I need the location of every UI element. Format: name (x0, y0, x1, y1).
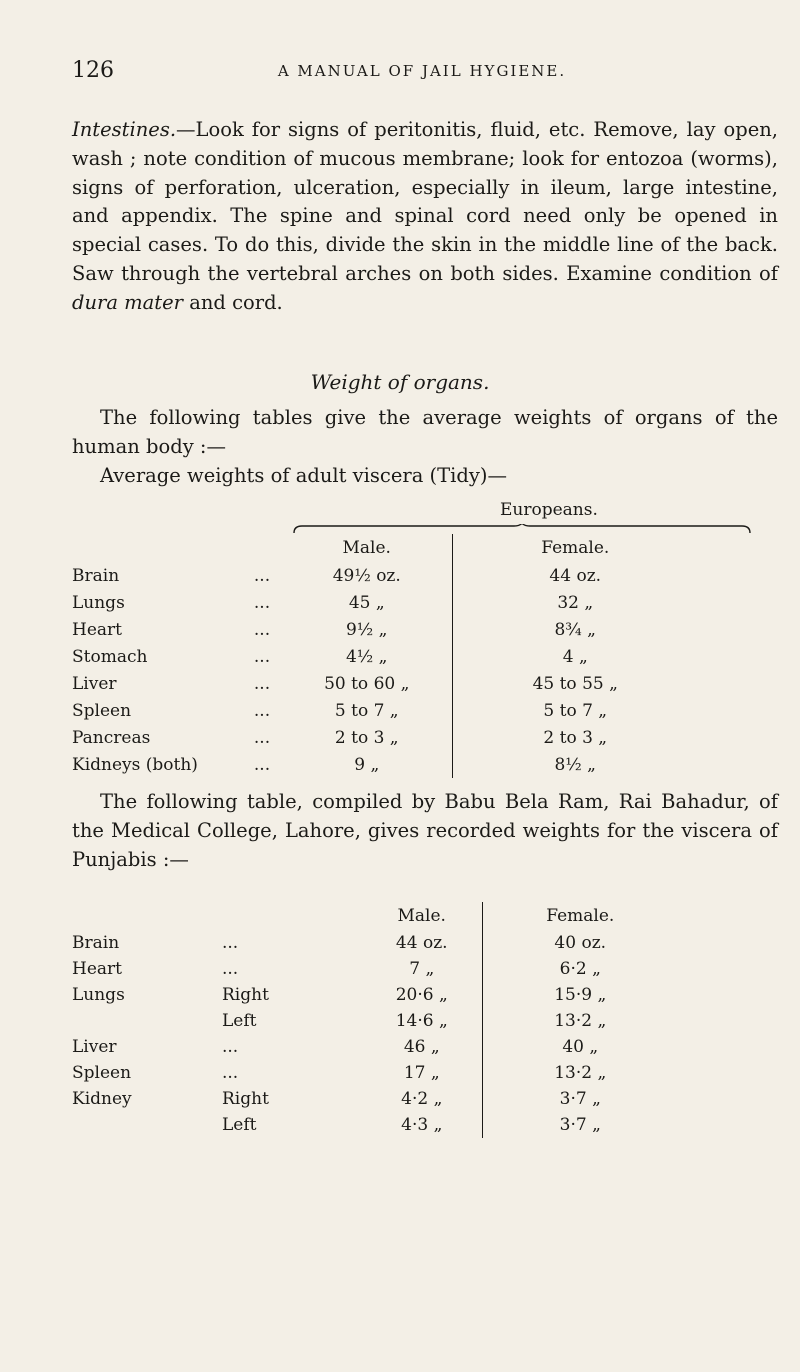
organ-name: Liver (72, 673, 117, 694)
side-label: ... (222, 933, 239, 953)
europeans-table (72, 534, 778, 778)
leader-dots: ... (253, 727, 271, 748)
male-weight: 17 „ (403, 1063, 440, 1083)
organ-name: Kidneys (both) (72, 754, 198, 775)
table1-row (72, 670, 778, 697)
intro-paragraph: The following tables give the average weights of organs of the human body :— (72, 406, 778, 458)
organ-name: Brain (72, 933, 120, 953)
female-weight: 3·7 „ (482, 1086, 778, 1112)
table1-row (72, 589, 778, 616)
punjabis-table (72, 902, 778, 1138)
organ-name (72, 1112, 212, 1138)
female-weight: 8½ „ (452, 751, 778, 778)
male-weight: 4·3 „ (401, 1115, 443, 1135)
female-weight: 3·7 „ (482, 1112, 778, 1138)
male-weight: 46 „ (403, 1037, 440, 1057)
dura-mater-term: dura mater (72, 290, 184, 314)
male-weight: 49½ oz. (332, 565, 401, 586)
side-label: ... (222, 1037, 239, 1057)
organ-name (72, 1008, 212, 1034)
table2-row (72, 982, 778, 1008)
male-weight: 9 „ (354, 754, 380, 775)
organ-name: Pancreas (72, 727, 151, 748)
male-weight: 45 „ (348, 592, 385, 613)
section-heading: Weight of organs. (310, 370, 490, 394)
organ-name: Stomach (72, 646, 148, 667)
europeans-brace (292, 524, 752, 534)
table2-female-header: Female. (482, 902, 778, 930)
table2-header-row (72, 902, 778, 930)
table1-row (72, 697, 778, 724)
organ-name: Brain (72, 565, 120, 586)
table1-row (72, 724, 778, 751)
page-number: 126 (72, 58, 114, 83)
female-weight: 6·2 „ (482, 956, 778, 982)
organ-name: Lungs (72, 985, 125, 1005)
female-weight: 40 oz. (482, 930, 778, 956)
punjabi-intro: The following table, compiled by Babu Bela Ram, Rai Bahadur, of the Medical College, Lahore, gives recorded weights for the viscera of Punjabis :— (72, 790, 778, 871)
organ-name: Heart (72, 619, 122, 640)
side-label: Right (222, 985, 269, 1005)
table1-row (72, 643, 778, 670)
table1-female-header: Female. (452, 534, 778, 562)
organ-name: Heart (72, 959, 122, 979)
side-label: Left (222, 1115, 257, 1135)
female-weight: 13·2 „ (482, 1060, 778, 1086)
female-weight: 8¾ „ (452, 616, 778, 643)
male-weight: 9½ „ (345, 619, 388, 640)
side-label: ... (222, 1063, 239, 1083)
male-weight: 4½ „ (345, 646, 388, 667)
male-weight: 7 „ (409, 959, 435, 979)
leader-dots: ... (253, 673, 271, 694)
organ-name: Spleen (72, 700, 132, 721)
leader-dots: ... (253, 700, 271, 721)
organ-name: Liver (72, 1037, 117, 1057)
table2-row (72, 1034, 778, 1060)
page-header (72, 58, 772, 88)
female-weight: 15·9 „ (482, 982, 778, 1008)
male-weight: 44 oz. (395, 933, 448, 953)
table1-male-header: Male. (342, 538, 391, 558)
male-weight: 14·6 „ (395, 1011, 448, 1031)
intestines-lead: Intestines. (72, 118, 177, 141)
leader-dots: ... (253, 592, 271, 613)
organ-name: Lungs (72, 592, 125, 613)
organ-name: Kidney (72, 1089, 132, 1109)
male-weight: 50 to 60 „ (324, 673, 410, 694)
female-weight: 40 „ (482, 1034, 778, 1060)
intestines-text: —Look for signs of peritonitis, fluid, etc. Remove, lay open, wash ; note condition of mucous membrane; look for entozoa (worms), signs of perforation, ulceration, especially in ileum, large intestine, and appendix. The spine and spinal cord need only be opened in special cases. To do this, divide the skin in the middle line of the back. Saw through the vertebral arches on both sides. Examine condition of (72, 118, 778, 285)
side-label: ... (222, 959, 239, 979)
female-weight: 5 to 7 „ (452, 697, 778, 724)
table2-row (72, 1086, 778, 1112)
intestines-tail: and cord. (183, 290, 283, 314)
side-label: Left (222, 1011, 257, 1031)
female-weight: 4 „ (452, 643, 778, 670)
table2-male-header: Male. (397, 906, 446, 926)
europeans-title: Europeans. (500, 500, 598, 520)
leader-dots: ... (253, 565, 271, 586)
leader-dots: ... (253, 754, 271, 775)
female-weight: 44 oz. (452, 562, 778, 589)
leader-dots: ... (253, 619, 271, 640)
leader-dots: ... (253, 646, 271, 667)
table1-row (72, 616, 778, 643)
table2-row (72, 1060, 778, 1086)
tidy-caption: Average weights of adult viscera (Tidy)— (100, 464, 507, 487)
male-weight: 4·2 „ (401, 1089, 443, 1109)
female-weight: 45 to 55 „ (452, 670, 778, 697)
male-weight: 20·6 „ (395, 985, 448, 1005)
table2-row (72, 956, 778, 982)
table2-row (72, 930, 778, 956)
male-weight: 5 to 7 „ (334, 700, 399, 721)
table2-row (72, 1008, 778, 1034)
side-label: Right (222, 1089, 269, 1109)
table1-row (72, 562, 778, 589)
running-title: A MANUAL OF JAIL HYGIENE. (277, 62, 567, 80)
organ-name: Spleen (72, 1063, 132, 1083)
female-weight: 32 „ (452, 589, 778, 616)
female-weight: 2 to 3 „ (452, 724, 778, 751)
table2-row (72, 1112, 778, 1138)
table1-header-row (72, 534, 778, 562)
female-weight: 13·2 „ (482, 1008, 778, 1034)
table1-row (72, 751, 778, 778)
intestines-paragraph (72, 116, 778, 318)
male-weight: 2 to 3 „ (334, 727, 399, 748)
